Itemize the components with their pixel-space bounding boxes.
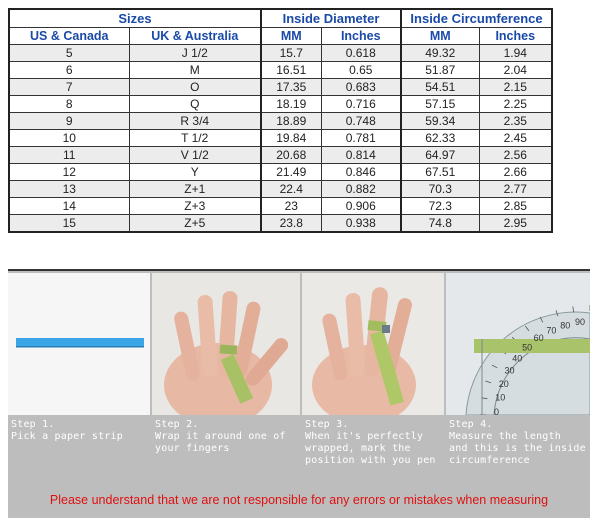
cell-diameter-inches: 0.846 (321, 164, 401, 181)
ruler-number: 0 (494, 407, 500, 415)
cell-circumference-mm: 51.87 (401, 62, 479, 79)
cell-us-canada: 12 (9, 164, 129, 181)
cell-circumference-mm: 67.51 (401, 164, 479, 181)
cell-uk-australia: Q (129, 96, 261, 113)
column-header-diameter-inches: Inches (321, 28, 401, 45)
cell-circumference-inches: 2.95 (479, 215, 552, 233)
cell-diameter-inches: 0.65 (321, 62, 401, 79)
cell-circumference-mm: 54.51 (401, 79, 479, 96)
cell-us-canada: 11 (9, 147, 129, 164)
cell-diameter-mm: 17.35 (261, 79, 321, 96)
cell-circumference-inches: 2.45 (479, 130, 552, 147)
ruler-number: 90 (575, 316, 586, 327)
cell-circumference-mm: 72.3 (401, 198, 479, 215)
cell-diameter-mm: 20.68 (261, 147, 321, 164)
ring-size-table-container (8, 8, 551, 234)
cell-circumference-inches: 2.35 (479, 113, 552, 130)
step-4-photo (446, 273, 590, 415)
step-4-text: Measure the length and this is the inside circumference (449, 431, 586, 466)
cell-uk-australia: R 3/4 (129, 113, 261, 130)
cell-diameter-mm: 23.8 (261, 215, 321, 233)
paper-strip-shape (16, 338, 144, 346)
table-row (9, 147, 552, 164)
ring-size-rows (9, 45, 552, 233)
cell-us-canada: 13 (9, 181, 129, 198)
step-2-photo (152, 273, 300, 415)
table-row (9, 45, 552, 62)
cell-circumference-inches: 2.66 (479, 164, 552, 181)
cell-diameter-mm: 21.49 (261, 164, 321, 181)
column-header-diameter-mm: MM (261, 28, 321, 45)
table-column-header-row (9, 28, 552, 45)
cell-us-canada: 5 (9, 45, 129, 62)
ruler-number: 30 (504, 365, 515, 376)
step-4-caption (449, 419, 589, 467)
cell-us-canada: 9 (9, 113, 129, 130)
cell-circumference-mm: 74.8 (401, 215, 479, 233)
cell-diameter-mm: 23 (261, 198, 321, 215)
cell-diameter-mm: 15.7 (261, 45, 321, 62)
table-row (9, 96, 552, 113)
cell-circumference-mm: 62.33 (401, 130, 479, 147)
cell-diameter-inches: 0.716 (321, 96, 401, 113)
ruler-number: 80 (560, 320, 571, 331)
column-header-uk-australia: UK & Australia (129, 28, 261, 45)
ring-size-table (8, 8, 553, 233)
cell-uk-australia: O (129, 79, 261, 96)
cell-us-canada: 15 (9, 215, 129, 233)
cell-circumference-inches: 2.77 (479, 181, 552, 198)
cell-circumference-mm: 64.97 (401, 147, 479, 164)
cell-circumference-mm: 70.3 (401, 181, 479, 198)
cell-circumference-inches: 2.56 (479, 147, 552, 164)
cell-uk-australia: Z+3 (129, 198, 261, 215)
measuring-steps-panel (8, 269, 590, 518)
group-header-inside-diameter: Inside Diameter (261, 9, 401, 28)
cell-us-canada: 6 (9, 62, 129, 79)
measuring-disclaimer: Please understand that we are not responsible for any errors or mistakes when measuring (49, 493, 549, 507)
cell-diameter-inches: 0.781 (321, 130, 401, 147)
cell-us-canada: 14 (9, 198, 129, 215)
step-photos (8, 273, 590, 415)
cell-circumference-inches: 2.85 (479, 198, 552, 215)
cell-diameter-mm: 18.89 (261, 113, 321, 130)
group-header-sizes: Sizes (9, 9, 261, 28)
table-row (9, 215, 552, 233)
cell-diameter-mm: 19.84 (261, 130, 321, 147)
ruler-number: 60 (533, 333, 544, 344)
cell-us-canada: 7 (9, 79, 129, 96)
cell-diameter-inches: 0.814 (321, 147, 401, 164)
cell-diameter-inches: 0.906 (321, 198, 401, 215)
table-row (9, 79, 552, 96)
column-header-circumference-mm: MM (401, 28, 479, 45)
cell-uk-australia: Z+1 (129, 181, 261, 198)
cell-us-canada: 10 (9, 130, 129, 147)
cell-diameter-inches: 0.882 (321, 181, 401, 198)
group-header-inside-circumference: Inside Circumference (401, 9, 552, 28)
step-3-text: When it's perfectly wrapped, mark the position with you pen (305, 431, 436, 466)
ruler-number: 70 (546, 325, 557, 336)
cell-circumference-inches: 2.25 (479, 96, 552, 113)
step-1-text: Pick a paper strip (11, 431, 123, 442)
cell-circumference-inches: 1.94 (479, 45, 552, 62)
step-2-caption (155, 419, 300, 455)
step-3-title: Step 3. (305, 419, 349, 430)
step-2-title: Step 2. (155, 419, 199, 430)
cell-circumference-mm: 57.15 (401, 96, 479, 113)
cell-us-canada: 8 (9, 96, 129, 113)
step-1-photo (8, 273, 150, 415)
table-row (9, 181, 552, 198)
table-row (9, 164, 552, 181)
table-row (9, 130, 552, 147)
cell-uk-australia: M (129, 62, 261, 79)
step-1-title: Step 1. (11, 419, 55, 430)
table-group-header-row (9, 9, 552, 28)
table-row (9, 113, 552, 130)
step-1-caption (11, 419, 151, 443)
column-header-us-canada: US & Canada (9, 28, 129, 45)
step-4-title: Step 4. (449, 419, 493, 430)
ruler-number: 20 (498, 378, 509, 389)
cell-circumference-mm: 49.32 (401, 45, 479, 62)
table-row (9, 198, 552, 215)
cell-uk-australia: T 1/2 (129, 130, 261, 147)
step-3-caption (305, 419, 445, 467)
cell-diameter-inches: 0.683 (321, 79, 401, 96)
cell-diameter-inches: 0.938 (321, 215, 401, 233)
cell-uk-australia: Y (129, 164, 261, 181)
step-2-text: Wrap it around one of your fingers (155, 431, 286, 454)
cell-uk-australia: J 1/2 (129, 45, 261, 62)
column-header-circumference-inches: Inches (479, 28, 552, 45)
cell-uk-australia: V 1/2 (129, 147, 261, 164)
cell-diameter-inches: 0.618 (321, 45, 401, 62)
ruler-number: 40 (512, 353, 523, 364)
cell-diameter-mm: 22.4 (261, 181, 321, 198)
ruler-number: 50 (522, 342, 533, 353)
cell-circumference-mm: 59.34 (401, 113, 479, 130)
step-3-photo (302, 273, 444, 415)
cell-uk-australia: Z+5 (129, 215, 261, 233)
cell-diameter-inches: 0.748 (321, 113, 401, 130)
cell-diameter-mm: 16.51 (261, 62, 321, 79)
table-row (9, 62, 552, 79)
cell-circumference-inches: 2.04 (479, 62, 552, 79)
ruler-number: 10 (495, 392, 506, 403)
cell-circumference-inches: 2.15 (479, 79, 552, 96)
cell-diameter-mm: 18.19 (261, 96, 321, 113)
